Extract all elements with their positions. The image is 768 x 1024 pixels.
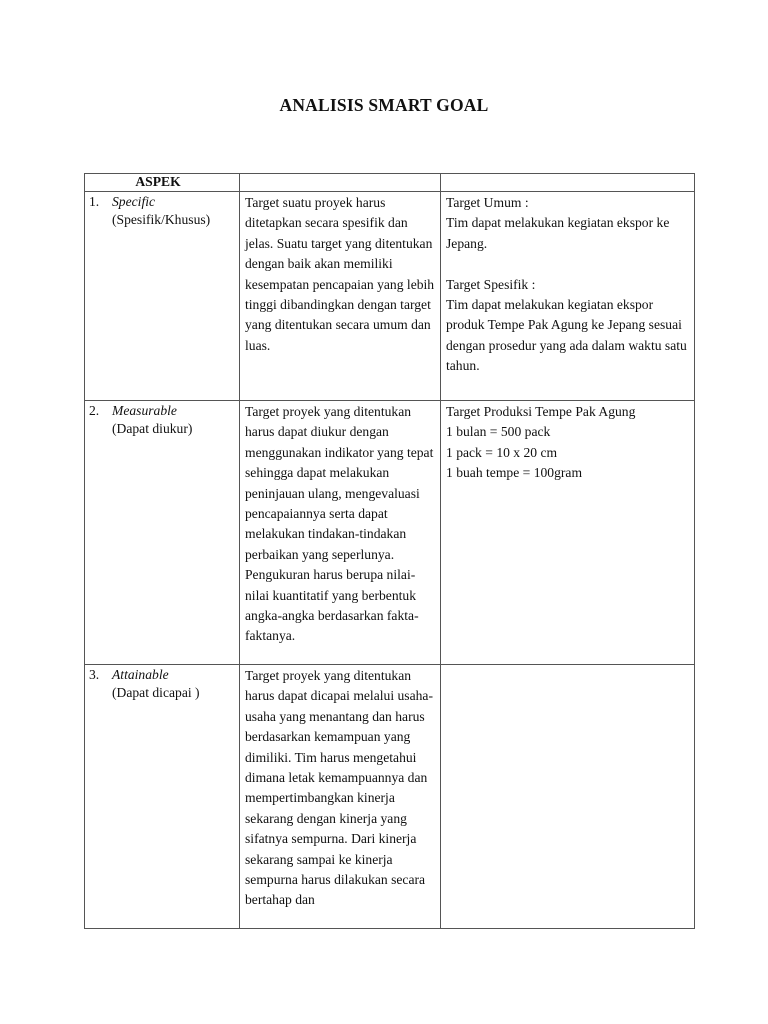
spacer	[446, 254, 691, 274]
aspect-number: 1.	[89, 194, 100, 209]
table-row	[85, 665, 695, 929]
header-col2	[240, 174, 441, 192]
production-target-line: 1 pack = 10 x 20 cm	[446, 444, 558, 460]
target-spesifik-text: Tim dapat melakukan kegiatan ekspor produk Tempe Pak Agung ke Jepang sesuai dengan prosedur yang ada dalam waktu satu tahun.	[446, 297, 687, 374]
document-title: ANALISIS SMART GOAL	[279, 95, 489, 115]
header-aspek: ASPEK	[85, 174, 240, 192]
detail-cell	[441, 665, 695, 929]
detail-cell	[441, 192, 695, 401]
production-target-line: 1 buah tempe = 100gram	[446, 465, 583, 481]
table-header-row	[85, 174, 695, 192]
aspect-name: Specific	[112, 194, 156, 209]
aspect-number: 3.	[89, 667, 100, 682]
target-umum-label: Target Umum :	[446, 195, 529, 210]
aspect-cell	[85, 401, 240, 665]
aspect-name: Attainable	[112, 667, 169, 682]
table-row	[85, 401, 695, 665]
aspect-name: Measurable	[112, 403, 177, 418]
description-text: Target proyek yang ditentukan harus dapat dicapai melalui usaha-usaha yang menantang dan harus berdasarkan kemampuan yang dimiliki. Tim harus mengetahui dimana letak kemampuannya dan mempertimbangkan kinerja sekarang dengan kinerja yang sifatnya sempurna. Dari kinerja sekarang sampai ke kinerja sempurna harus dilakukan secara bertahap dan	[245, 668, 433, 908]
aspect-cell	[85, 192, 240, 401]
aspect-subtitle: (Spesifik/Khusus)	[112, 212, 211, 227]
aspect-number: 2.	[89, 403, 100, 418]
smart-goal-table	[84, 173, 695, 929]
target-spesifik-label: Target Spesifik :	[446, 276, 536, 292]
description-cell: Target suatu proyek harus ditetapkan secara spesifik dan jelas. Suatu target yang ditentukan dengan baik akan memiliki kesempatan pencapaian yang lebih tinggi dibandingkan dengan target yang ditentukan secara umum dan luas.	[240, 192, 441, 401]
aspect-subtitle: (Dapat dicapai )	[112, 685, 200, 700]
description-cell	[240, 665, 441, 929]
aspect-subtitle: (Dapat diukur)	[112, 421, 193, 436]
table-row	[85, 192, 695, 401]
production-target-line: Target Produksi Tempe Pak Agung	[446, 404, 636, 419]
header-col3	[441, 174, 695, 192]
aspect-cell	[85, 665, 240, 929]
description-cell: Target proyek yang ditentukan harus dapat diukur dengan menggunakan indikator yang tepat sehingga dapat melakukan peninjauan ulang, mengevaluasi pencapaiannya serta dapat melakukan tindakan-tindakan perbaikan yang seperlunya. Pengukuran harus berupa nilai-nilai kuantitatif yang berbentuk angka-angka berdasarkan fakta-faktanya.	[240, 401, 441, 665]
target-umum-text: Tim dapat melakukan kegiatan ekspor ke Jepang.	[446, 215, 670, 251]
detail-cell	[441, 401, 695, 665]
production-target-line: 1 bulan = 500 pack	[446, 424, 551, 440]
